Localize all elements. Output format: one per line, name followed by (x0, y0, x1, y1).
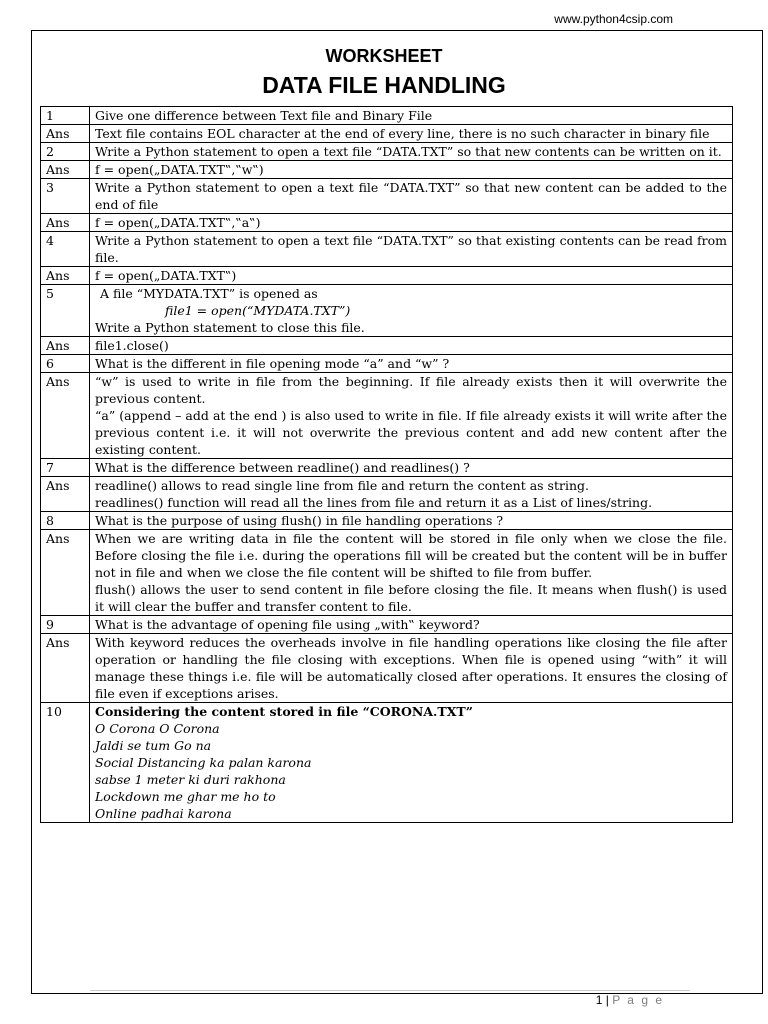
table-row (41, 161, 733, 179)
table-row (41, 337, 733, 355)
table-row (41, 373, 733, 459)
row-number: Ans (41, 634, 90, 703)
website-url: www.python4csip.com (554, 12, 673, 26)
row-number: 5 (41, 285, 90, 337)
footer-rule (90, 990, 690, 991)
table-row (41, 125, 733, 143)
row-number: 8 (41, 512, 90, 530)
row-number: Ans (41, 477, 90, 512)
page-number: 1 (595, 993, 603, 1007)
row-text: Write a Python statement to open a text file “DATA.TXT” so that new content can be added to the end of file (90, 179, 733, 214)
row-text: What is the purpose of using flush() in file handling operations ? (90, 512, 733, 530)
table-row (41, 530, 733, 616)
row-number: Ans (41, 373, 90, 459)
table-row (41, 143, 733, 161)
row-text: “w” is used to write in file from the beginning. If file already exists then it will overwrite the previous content. “a” (append – add at the end ) is also used to write in file. If file already exists it will write after the previous content i.e. it will not overwrite the previous content and add new content after the existing content. (90, 373, 733, 459)
row-text: What is the advantage of opening file using „with‟ keyword? (90, 616, 733, 634)
row-text: f = open(„DATA.TXT‟,‟w‟) (90, 161, 733, 179)
footer-separator: | (605, 993, 609, 1007)
row-number: Ans (41, 125, 90, 143)
worksheet-title: DATA FILE HANDLING (262, 72, 506, 98)
row-number: Ans (41, 530, 90, 616)
table-row (41, 477, 733, 512)
table-row (41, 285, 733, 337)
table-row (41, 107, 733, 125)
row-number: 6 (41, 355, 90, 373)
row-number: 10 (41, 703, 90, 823)
table-row (41, 634, 733, 703)
table-row (41, 616, 733, 634)
row-number: Ans (41, 267, 90, 285)
row-number: 3 (41, 179, 90, 214)
table-row (41, 703, 733, 823)
page-footer (596, 993, 664, 1007)
table-row (41, 214, 733, 232)
row-number: 2 (41, 143, 90, 161)
row-text: readline() allows to read single line from file and return the content as string. readlines() function will read all the lines from file and return it as a List of lines/string. (90, 477, 733, 512)
row-text: file1.close() (90, 337, 733, 355)
row-number: 4 (41, 232, 90, 267)
row-text: f = open(„DATA.TXT‟) (90, 267, 733, 285)
row-text: A file “MYDATA.TXT” is opened as file1 = open(“MYDATA.TXT”) Write a Python statement to close this file. (90, 285, 733, 337)
row-text: When we are writing data in file the content will be stored in file only when we close the file. Before closing the file i.e. during the operations fill will be created but the content will be in buffer not in file and when we close the file content will be shifted to file from buffer. flush() allows the user to send content in file before closing the file. It means when flush() is used it will clear the buffer and transfer content to file. (90, 530, 733, 616)
row-number: Ans (41, 214, 90, 232)
row-number: 7 (41, 459, 90, 477)
row-text: Considering the content stored in file “CORONA.TXT” O Corona O Corona Jaldi se tum Go na Social Distancing ka palan karona sabse 1 meter ki duri rakhona Lockdown me ghar me ho to Online padhai karona (90, 703, 733, 823)
table-row (41, 232, 733, 267)
table-row (41, 512, 733, 530)
table-row (41, 179, 733, 214)
row-number: 1 (41, 107, 90, 125)
row-text: Give one difference between Text file and Binary File (90, 107, 733, 125)
row-number: Ans (41, 337, 90, 355)
table-row (41, 459, 733, 477)
row-number: 9 (41, 616, 90, 634)
qa-table (40, 106, 733, 823)
page-label: P a g e (612, 993, 664, 1007)
row-text: What is the different in file opening mode “a” and “w” ? (90, 355, 733, 373)
row-text: Write a Python statement to open a text file “DATA.TXT” so that new contents can be written on it. (90, 143, 733, 161)
row-text: Text file contains EOL character at the end of every line, there is no such character in binary file (90, 125, 733, 143)
row-text: Write a Python statement to open a text file “DATA.TXT” so that existing contents can be read from file. (90, 232, 733, 267)
row-text: What is the difference between readline() and readlines() ? (90, 459, 733, 477)
row-number: Ans (41, 161, 90, 179)
table-row (41, 355, 733, 373)
worksheet-heading: WORKSHEET (325, 46, 443, 66)
row-text: f = open(„DATA.TXT‟,‟a‟) (90, 214, 733, 232)
table-row (41, 267, 733, 285)
row-text: With keyword reduces the overheads involve in file handling operations like closing the file after operation or handling the file closing with exceptions. When file is opened using “with” it will manage these things i.e. file will be automatically closed after operations. It ensures the closing of file even if exceptions arises. (90, 634, 733, 703)
